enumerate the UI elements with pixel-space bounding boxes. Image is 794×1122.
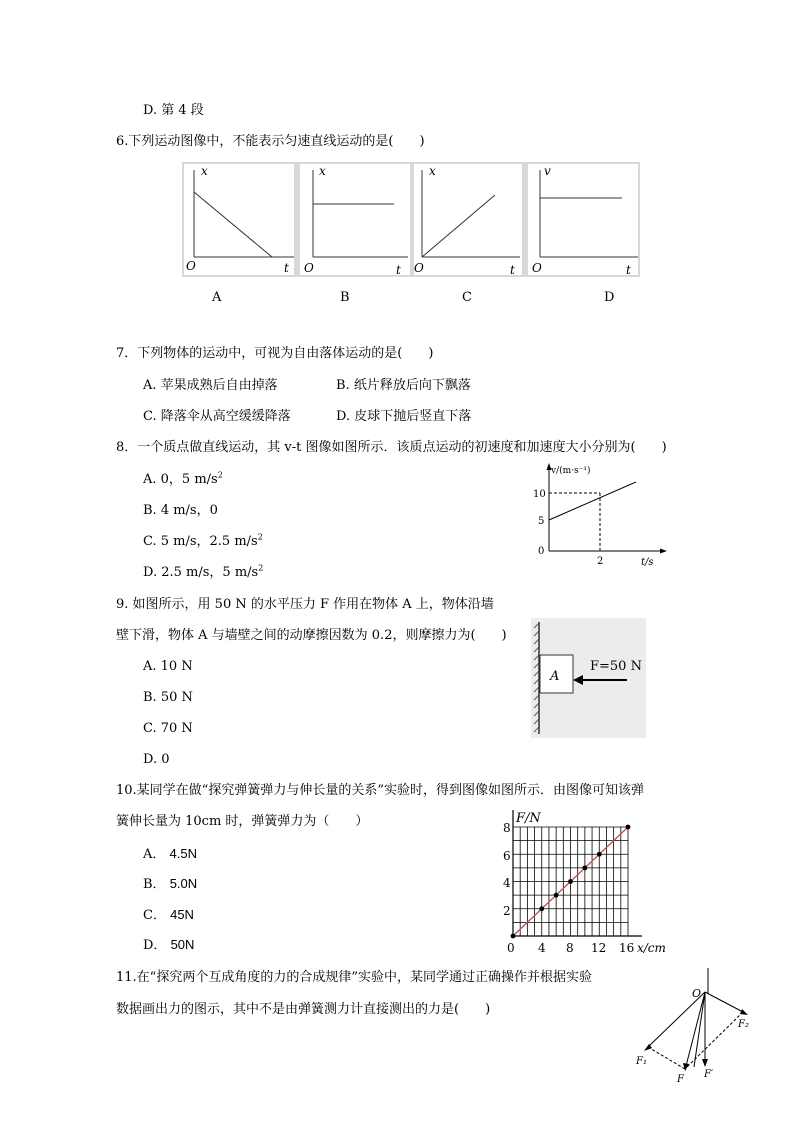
q11-f2-label: F₂ [738,1019,749,1030]
q11-stem-line1: 11.在“探究两个互成角度的力的合成规律”实验中，某同学通过正确操作并根据实验 [116,970,592,985]
q11-f-label: F [677,1074,684,1084]
q6-b-xaxis: t [396,263,401,277]
q6-b-origin: O [304,261,314,275]
q7-option-c: C. 降落伞从高空缓缓降落 [143,409,291,424]
q10-ytick-8: 8 [503,821,511,835]
q11-f1-label: F₁ [636,1056,647,1067]
q10-ytick-6: 6 [503,849,511,863]
q6-b-yaxis: x [319,164,326,178]
q9-option-d: D. 0 [143,752,170,767]
q8-y-label: v/(m·s⁻¹) [551,466,591,476]
q6-a-xaxis: t [284,261,289,275]
q10-xtick-0: 0 [507,941,515,955]
q10-data-point [554,893,559,898]
q10-spring-graph [495,806,680,958]
q8-ytick-0: 0 [538,546,545,557]
q6-graph-b [300,164,410,277]
q6-graph-d [528,164,638,277]
q6-label-b: B [340,290,350,305]
q8-stem: 8．一个质点做直线运动，其 v-t 图像如图所示．该质点运动的初速度和加速度大小分别为( ) [116,440,667,455]
q6-label-c: C [462,290,472,305]
q5-option-d: D. 第 4 段 [143,103,204,118]
q10-option-b: B． 5.0N [143,876,198,892]
q8-option-d: D. 2.5 m/s，5 $m/s^2$ [143,563,264,580]
q10-xtick-8: 8 [566,941,574,955]
q8-option-a: A. 0，5 $m/s^2$ [143,470,223,487]
q10-xtick-12: 12 [591,941,607,955]
q10-data-point [626,825,631,830]
q9-stem-line2: 壁下滑，物体 A 与墙壁之间的动摩擦因数为 0.2，则摩擦力为( ) [116,628,507,643]
q8-x-label: t/s [641,557,654,568]
q10-stem-line2: 簧伸长量为 10cm 时，弹簧弹力为（ ） [116,814,369,829]
q10-data-point [511,934,516,939]
q10-data-point [597,852,602,857]
q6-d-yaxis: v [544,164,551,178]
q8-ytick-5: 5 [538,516,545,527]
q6-c-xaxis: t [510,263,515,277]
q6-stem: 6.下列运动图像中，不能表示匀速直线运动的是( ) [116,134,425,149]
q11-f2-line [705,992,743,1012]
q11-origin: O [692,987,702,1000]
q9-force-label: F=50 N [590,659,642,674]
q6-c-yaxis: x [429,164,436,178]
q7-option-d: D. 皮球下抛后竖直下落 [336,409,472,424]
q7-stem: 7．下列物体的运动中，可视为自由落体运动的是( ) [116,346,434,361]
q10-xtick-16: 16 [619,941,635,955]
q8-vt-graph [532,462,672,570]
q10-stem-line1: 10.某同学在做“探究弹簧弹力与伸长量的关系”实验时，得到图像如图所示．由图像可知该弹 [116,783,644,798]
q8-xtick-2: 2 [597,556,604,567]
q10-ytick-2: 2 [503,904,511,918]
q9-option-a: A. 10 N [143,659,193,674]
q6-d-xaxis: t [626,263,631,277]
q10-ytick-4: 4 [503,876,511,890]
q11-f1-line [648,992,705,1047]
q11-fprime-label: F′ [704,1069,714,1080]
q6-a-yaxis: x [201,164,208,178]
q10-option-c: C． 45N [143,907,194,923]
q10-option-d: D． 50N [143,937,195,953]
q10-option-a: A． 4.5N [143,846,197,862]
q6-graph-c [414,164,522,277]
q8-vt-line [549,482,636,520]
q10-data-point [539,906,544,911]
q10-x-label: x/cm [637,941,666,955]
q6-graph-a [184,164,294,275]
q7-option-a: A. 苹果成熟后自由掉落 [143,378,278,393]
q9-stem-line1: 9. 如图所示，用 50 N 的水平压力 F 作用在物体 A 上，物体沿墙 [116,597,494,612]
q9-block-label: A [550,669,560,684]
q6-c-origin: O [414,261,424,275]
q11-stem-line2: 数据画出力的图示，其中不是由弹簧测力计直接测出的力是( ) [116,1002,491,1017]
q8-ytick-10: 10 [533,489,546,500]
q11-force-figure [630,966,760,1084]
q6-graphs-panel [182,162,640,277]
q6-label-d: D [604,290,615,305]
q7-option-b: B. 纸片释放后向下飘落 [336,378,471,393]
q9-option-b: B. 50 N [143,690,193,705]
q8-option-b: B. 4 m/s，0 [143,503,218,518]
q9-option-c: C. 70 N [143,721,193,736]
q10-y-label: F/N [516,811,541,826]
q6-d-origin: O [532,261,542,275]
q10-xtick-4: 4 [538,941,546,955]
q8-option-c: C. 5 m/s，2.5 $m/s^2$ [143,532,263,549]
q10-data-point [568,879,573,884]
q6-a-origin: O [186,259,196,273]
q10-data-point [582,865,587,870]
q9-wall-figure [531,618,646,738]
q6-label-a: A [212,290,222,305]
